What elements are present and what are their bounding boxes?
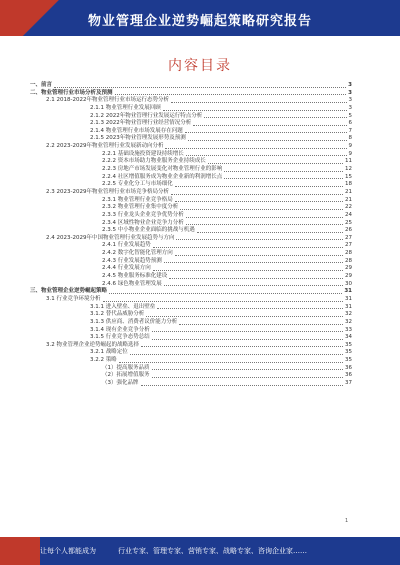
toc-entry-page: 21: [345, 196, 352, 203]
toc-leader-dots: [152, 365, 344, 371]
toc-entry[interactable]: [30, 365, 352, 373]
toc-entry-page: 35: [345, 357, 352, 364]
toc-leader-dots: [54, 82, 346, 88]
toc-entry[interactable]: [30, 242, 352, 250]
toc-entry-label: 2.4 2023-2029年中国物业管理行业发展趋势与方向: [46, 234, 175, 241]
toc-entry-label: 2.4.2 数字化智能化管理方向: [102, 250, 173, 257]
toc-entry-page: 36: [345, 364, 352, 371]
toc-leader-dots: [146, 311, 343, 317]
toc-entry[interactable]: [30, 334, 352, 342]
toc-entry-page: 31: [345, 295, 352, 302]
toc-entry[interactable]: [30, 97, 352, 105]
footer-roles: 行业专家、管理专家、营销专家、战略专家、咨询企业家……: [118, 547, 307, 555]
page-number: 1: [345, 518, 349, 524]
toc-leader-dots: [175, 197, 343, 203]
toc-entry[interactable]: [30, 250, 352, 258]
toc-entry-page: 29: [345, 265, 352, 272]
toc-entry[interactable]: [30, 212, 352, 220]
toc-entry[interactable]: [30, 372, 352, 380]
toc-entry-label: 2.4.3 行业发展趋势预测: [102, 257, 162, 264]
toc-entry[interactable]: [30, 174, 352, 182]
toc-entry[interactable]: [30, 349, 352, 357]
toc-entry-page: 31: [344, 288, 352, 295]
toc-entry-label: 2.3 2023-2029年物业管理行业市场竞争格局分析: [46, 188, 169, 195]
toc-entry-page: 27: [345, 234, 352, 241]
toc-entry[interactable]: [30, 181, 352, 189]
toc-entry-label: 二、物业管理行业市场分析及预测: [30, 89, 113, 96]
toc-entry[interactable]: [30, 135, 352, 143]
toc-entry[interactable]: [30, 143, 352, 151]
toc-entry-page: 25: [345, 219, 352, 226]
toc-entry-label: 2.2.1 基础设施投资建设持续增长: [102, 150, 184, 157]
toc-entry[interactable]: [30, 166, 352, 174]
toc-entry-label: 3.1.2 替代品威胁分析: [90, 311, 145, 318]
toc-leader-dots: [163, 105, 347, 111]
toc-entry-label: 3.2.2 策略: [90, 357, 117, 364]
toc-leader-dots: [185, 128, 347, 134]
toc-leader-dots: [186, 220, 343, 226]
toc-leader-dots: [193, 120, 346, 126]
toc-entry[interactable]: [30, 128, 352, 136]
toc-entry-label: 2.3.1 物业管理行业竞争格局: [102, 196, 173, 203]
toc-entry-label: 2.1.4 物业管理行业市场发展存在问题: [90, 127, 183, 134]
toc-entry-label: 2.2 2023-2029年物业管理行业发展新动向分析: [46, 143, 164, 150]
toc-entry[interactable]: [30, 319, 352, 327]
toc-leader-dots: [164, 258, 343, 264]
toc-entry-label: 2.3.2 物业管理行业集中度分析: [102, 204, 179, 211]
toc-leader-dots: [197, 227, 343, 233]
toc-entry-page: 35: [345, 341, 352, 348]
toc-entry-page: 32: [345, 311, 352, 318]
toc-leader-dots: [186, 151, 347, 157]
toc-leader-dots: [175, 250, 343, 256]
toc-entry-label: 3.1.4 现有企业竞争分析: [90, 326, 150, 333]
toc-leader-dots: [175, 181, 343, 187]
toc-entry-label: （1）提高服务品质: [102, 364, 150, 371]
toc-entry-label: （3）强化品牌: [102, 379, 139, 386]
toc-entry-label: 3.1.3 供应商、消费者议价能力分析: [90, 318, 178, 325]
toc-entry-page: 28: [345, 257, 352, 264]
toc-entry-label: 2.3.3 行业龙头企业竞争优势分析: [102, 211, 184, 218]
toc-entry-page: 28: [345, 250, 352, 257]
toc-entry-page: 33: [345, 326, 352, 333]
toc-entry-label: 2.2.2 资本市场助力物业服务企业持续成长: [102, 158, 206, 165]
toc-entry[interactable]: [30, 158, 352, 166]
toc-entry-label: 2.1.3 2022年物业管理行业经营情况分析: [90, 120, 192, 127]
toc-entry-label: 2.3.4 区域性物业企业竞争力分析: [102, 219, 184, 226]
toc-entry-label: 2.1 2018-2022年物业管理行业市场运行态势分析: [46, 97, 169, 104]
toc-entry-label: 三、物业管理企业逆势崛起策略: [30, 288, 108, 295]
toc-entry-page: 31: [345, 303, 352, 310]
toc-entry-label: 2.1.5 2023年物业管理发展形势及预测: [90, 135, 186, 142]
toc-entry-page: 3: [348, 104, 352, 111]
toc-entry-page: 5: [348, 112, 352, 119]
toc-entry[interactable]: [30, 380, 352, 388]
toc-entry[interactable]: [30, 105, 352, 113]
toc-leader-dots: [141, 380, 344, 386]
toc-leader-dots: [153, 242, 343, 248]
toc-entry-label: 2.3.5 中小物业企业面临的挑战与机遇: [102, 227, 195, 234]
toc-entry-page: 37: [345, 379, 352, 386]
toc-entry-label: 2.4.1 行业发展趋势: [102, 242, 151, 249]
toc-entry[interactable]: [30, 311, 352, 319]
toc-entry[interactable]: [30, 204, 352, 212]
toc-entry-page: 21: [345, 188, 352, 195]
toc-title: 内容目录: [168, 58, 232, 74]
toc-entry[interactable]: [30, 342, 352, 350]
toc-leader-dots: [152, 327, 343, 333]
toc-leader-dots: [152, 334, 343, 340]
toc-entry-page: 22: [345, 204, 352, 211]
toc-entry-label: 3.1.5 行业竞争态势总结: [90, 334, 150, 341]
toc-entry-page: 11: [345, 158, 352, 165]
toc-leader-dots: [224, 166, 343, 172]
toc-entry[interactable]: [30, 258, 352, 266]
toc-leader-dots: [204, 113, 346, 119]
toc-entry-label: 一、前言: [30, 82, 53, 88]
toc-entry[interactable]: [30, 113, 352, 121]
toc-entry-page: 30: [345, 280, 352, 287]
toc-entry-page: 29: [345, 273, 352, 280]
toc-entry-page: 34: [345, 334, 352, 341]
toc-entry-page: 18: [345, 181, 352, 188]
toc-entry[interactable]: [30, 273, 352, 281]
toc-entry[interactable]: [30, 189, 352, 197]
toc-entry[interactable]: [30, 265, 352, 273]
toc-entry[interactable]: [30, 304, 352, 312]
toc-entry-label: 3.2 物业管理企业逆势崛起的战略选择: [46, 341, 139, 348]
toc-entry-label: 2.2.5 专业化分工与市场细化: [102, 181, 173, 188]
toc-entry-label: 2.4.4 行业发展方向: [102, 265, 151, 272]
toc-leader-dots: [171, 97, 347, 103]
document-title: 物业管理企业逆势崛起策略研究报告: [87, 14, 312, 29]
toc-entry-page: 8: [348, 135, 352, 142]
toc-leader-dots: [109, 288, 342, 294]
toc-entry[interactable]: [30, 227, 352, 235]
toc-leader-dots: [179, 319, 343, 325]
toc-entry[interactable]: [30, 357, 352, 365]
toc-leader-dots: [103, 296, 344, 302]
toc-leader-dots: [180, 204, 343, 210]
toc-entry-page: 32: [345, 318, 352, 325]
toc-leader-dots: [208, 158, 343, 164]
footer-slogan: 让每个人都能成为: [40, 547, 96, 555]
toc-entry-page: 7: [348, 127, 352, 134]
toc-entry[interactable]: [30, 82, 352, 90]
toc-entry-label: 3.2.1 战略定位: [90, 349, 128, 356]
toc-entry-page: 27: [345, 242, 352, 249]
footer-accent: [0, 537, 40, 565]
toc-leader-dots: [165, 143, 346, 149]
toc-leader-dots: [119, 357, 343, 363]
toc-entry-page: 35: [345, 349, 352, 356]
toc-entry-label: 2.1.2 2022年物业管理行业发展运行特点分析: [90, 112, 203, 119]
toc-entry[interactable]: [30, 235, 352, 243]
toc-entry[interactable]: [30, 296, 352, 304]
toc-entry-page: 3: [348, 82, 352, 88]
toc-entry-page: 9: [348, 143, 352, 150]
toc-leader-dots: [157, 304, 343, 310]
toc-entry-page: 6: [348, 120, 352, 127]
toc-entry-page: 3: [348, 97, 352, 104]
toc-entry-label: 2.4.6 绿色物业管理发展: [102, 280, 162, 287]
toc-leader-dots: [169, 273, 343, 279]
toc-entry-label: 3.1.1 进入壁垒、退出壁垒: [90, 303, 156, 310]
toc-leader-dots: [115, 90, 347, 96]
toc-entry-page: 36: [345, 372, 352, 379]
toc-entry-label: 3.1 行业竞争环境分析: [46, 295, 101, 302]
toc-entry-label: 2.2.3 房地产市场发展变化对物业管理行业的影响: [102, 166, 223, 173]
toc-entry-page: 24: [345, 211, 352, 218]
toc-entry[interactable]: [30, 120, 352, 128]
toc-entry-label: 2.1.1 物业管理行业发展回顾: [90, 104, 161, 111]
toc-entry-page: 26: [345, 227, 352, 234]
toc-leader-dots: [164, 281, 343, 287]
toc-entry-label: 2.4.5 物业服务标准化建设: [102, 273, 168, 280]
toc-leader-dots: [171, 189, 343, 195]
toc-leader-dots: [188, 135, 347, 141]
toc-leader-dots: [152, 372, 344, 378]
toc-entry[interactable]: [30, 327, 352, 335]
toc-entry-page: 15: [345, 173, 352, 180]
toc-entry-label: （2）拓展增值服务: [102, 372, 150, 379]
toc-entry[interactable]: [30, 197, 352, 205]
toc-leader-dots: [176, 235, 343, 241]
toc-leader-dots: [141, 342, 343, 348]
table-of-contents: [30, 82, 352, 388]
toc-entry[interactable]: [30, 288, 352, 296]
toc-leader-dots: [153, 265, 343, 271]
toc-entry-page: 12: [345, 166, 352, 173]
toc-entry-page: 9: [348, 150, 352, 157]
toc-leader-dots: [130, 349, 343, 355]
toc-entry-label: 2.2.4 社区增值服务成为物业企业新的利润增长点: [102, 173, 223, 180]
toc-leader-dots: [224, 174, 343, 180]
toc-entry-page: 3: [348, 89, 352, 96]
toc-leader-dots: [186, 212, 343, 218]
